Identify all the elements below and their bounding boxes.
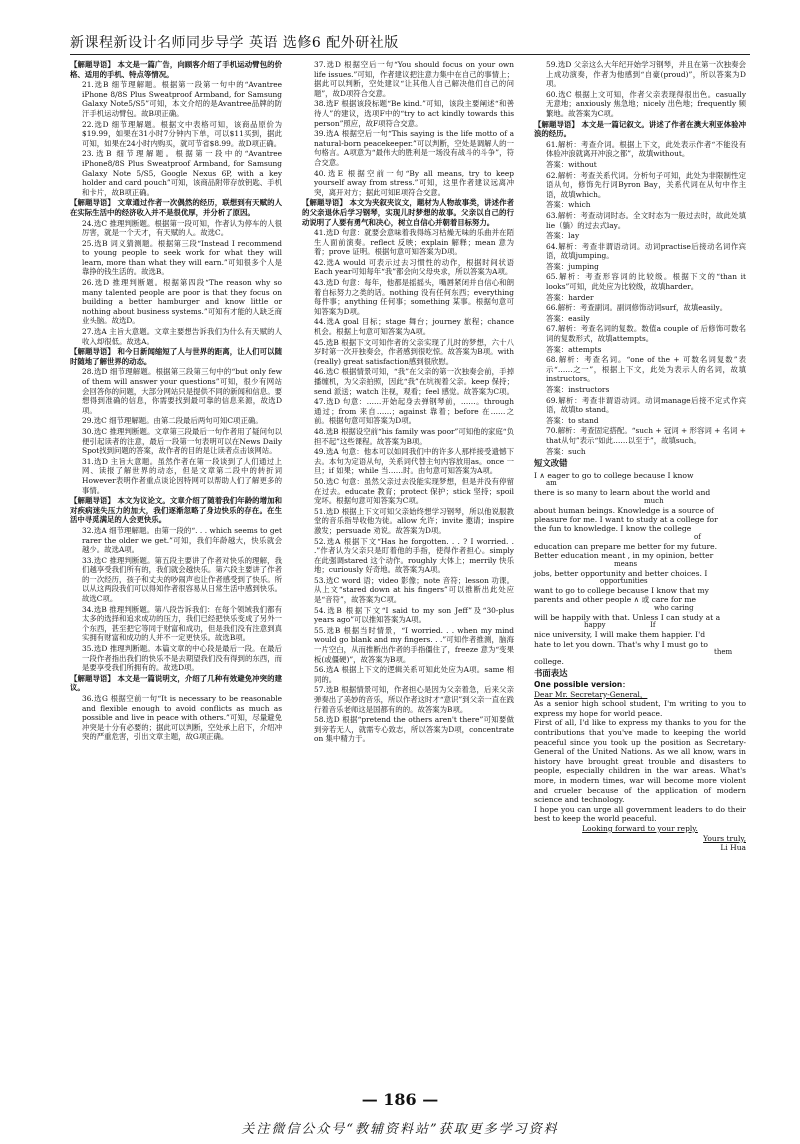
- answer-line: 答案：without: [546, 159, 597, 169]
- explanation-item: 65.解析：考查形容词的比较级。根据下文的“than it looks”可知，此处应为比较级，故填harder。: [546, 272, 746, 292]
- explanation-item: 37.选D 根据空后一句“You should focus on your own life issues.”可知，作者建议把注意力集中在自己的事情上；据此可以判断，空处建议“让其他人自己解决他们自己的问题”，故D项符合交意。: [314, 60, 514, 98]
- explanation-item: 38.选F 根据该段标题“Be kind.”可知，该段主要阐述“和善待人”的建议，选项F中的“try to act kindly towards this person”照应，故F项符合交意。: [314, 99, 514, 128]
- explanation-item: 52.选A 根据下文“Has he forgotten. . . ? I worried. . .”作者认为父亲只是盯着他的手指，使得作者担心。simply 在此强调stared 这个动作。roughly 大体上；merrily 快乐地；curiously 好奇地。故答案为A项。: [314, 536, 514, 575]
- explanation-item: 67.解析：考查名词的复数。数值a couple of 后修饰可数名词的复数形式，故填attempts。: [546, 324, 746, 344]
- section-lead: 【解题导语】 文章通过作者一次偶然的经历，联想到有天赋的人在实际生活中的经济收入并不是很优厚，并分析了原因。: [70, 198, 282, 217]
- correction-fix: much: [644, 496, 664, 505]
- explanation-item: 40.选E 根据空前一句“By all means, try to keep yourself away from stress.”可知，这里作者建议远离冲突，离开对方；据此可知E项符合交意。: [314, 168, 514, 197]
- section-lead: 【解题导语】 本文为议论文。文章介绍了随着我们年龄的增加和对疾病迷失压力的加大，我们逐渐忽略了身边快乐的存在。在生活中寻觅满足的人会更快乐。: [70, 496, 282, 525]
- explanation-item: 42.选A would 可表示过去习惯性的动作，根据时间状语Each year可知每年“我”都会向父母央求，所以答案为A项。: [314, 257, 514, 277]
- explanation-item: 57.选B 根据情景可知，作者担心是因为父亲着急，后来父亲弹奏出了美妙的音乐，所以作者这时才“意识”到父亲一直在践行着音乐老师这是国都有的的。故答案为B项。: [314, 685, 514, 714]
- writing-paragraph: First of all, I'd like to express my thanks to you for the contributions that you've made to keeping the world peaceful since you took up the position as Secretary-General of the United Nations. As we all know, wars in history have brought great trouble and disasters to people, especially children in the war areas. What's more, in modern times, war will become more violent and crueler because of the application of modern science and technology.: [534, 718, 746, 805]
- correction-text: [534, 471, 746, 667]
- correction-line: I ∧ eager to go to college because I know: [534, 470, 694, 480]
- explanation-item: 66.解析：考查副词。副词修饰动词surf，故填easily。: [546, 303, 728, 313]
- explanation-item: 45.选B 根据下文可知作者的父亲实现了儿时的梦想，六十八岁时第一次开独奏会，作者感到很吃惊。故答案为B项。with (really) great satisfaction感到很欣慰。: [314, 337, 514, 366]
- explanation-item: 39.选A 根据空后一句“This saying is the life motto of a natural-born peacekeeper.”可以判断，空处是调解人的一句格言。A项意为“最伟大的胜利是一场没有战斗的斗争”，符合交意。: [314, 129, 514, 167]
- explanation-item: 47.选D 句意：……开始起身去弹钢琴前，……。through 通过；from 来自……；against 靠着；before 在……之前。根据句意可知答案为D项。: [314, 397, 514, 426]
- explanation-item: 22.选D 细节理解题。根据文中表格可知，该商品原价为$19.99，如果在31小时7分钟内下单，可以$11买到，据此可知，如果在24小时内购买，就可节省$8.99。故D项正确。: [82, 119, 282, 148]
- correction-fix: am: [546, 479, 557, 488]
- answer-line: 答案：lay: [546, 231, 580, 241]
- writing-sample: [534, 680, 746, 853]
- writing-signature: Li Hua: [720, 843, 746, 853]
- correction-line: want to go to college because I know that my: [534, 586, 709, 595]
- correction-line: there is so many to learn about the world and: [534, 488, 711, 498]
- explanation-item: 68.解析：考查名词。“one of the + 可数名词复数”表示“……之一”，根据上下文，此处为表示人的名词，故填instructors。: [546, 355, 746, 384]
- correction-line: pleasure for me. I want to study at a college for: [534, 514, 718, 524]
- explanation-item: 48.选B 根据设空前“his family was poor”可知他的家庭“负担不起”这些课程。故答案为B项。: [314, 426, 514, 446]
- explanation-item: 54.选B 根据下文“I said to my son Jeff”及“30-plus years ago”可以推知答案为A项。: [314, 605, 514, 625]
- answer-line: 答案：jumping: [546, 261, 599, 271]
- correction-line: Better education meant , in my opinion, better: [534, 551, 714, 561]
- explanation-item: 43.选D 句意：每年，他都是摇摇头，嘴唇紧闭并自信心和朗着自标努力之类的话。nothing 没有任何东西；everything 每件事；anything 任何事；something 某事。根据句意可知答案为D项。: [314, 278, 514, 316]
- writing-title: 书面表达: [534, 668, 568, 679]
- answer-line: 答案：such: [546, 446, 586, 456]
- explanation-item: 33.选C 推理判断题。第五段主要讲了作者对快乐的理解，我们越享受我们所有的，我们就会越快乐。第六段主要讲了作者的一次经历，孩子和丈夫的吵闹声也让作者感受到了快乐。所以从这两段我们可以得知作者很容易从日常生活中感到快乐。故选C项。: [82, 555, 282, 604]
- answers-61-70: [534, 60, 746, 456]
- explanation-item: 23.选B 细节理解题。根据第一段中的“Avantree iPhone8/8S Plus Sweatproof Armband, for Samsung Galaxy Note 5/S5, Google Nexus 6P, with a key holder and card pouch”可知，该商品附带存放钥匙、手机和卡片，故B项正确。: [82, 149, 282, 197]
- explanation-item: 69.解析：考查非谓语动词。动词manage后接不定式作宾语，故填to stand。: [546, 395, 746, 415]
- correction-line: parents and other people ∧ 或 care for me: [534, 595, 697, 605]
- explanation-item: 46.选C 根据情景可知，“我”在父亲的第一次独奏会前，手掉播缠机，为父亲拍照，因此“我”在坑视着父亲。keep 保持；send 派送；watch 注视，观看；feel 感觉。故答案为C项。: [314, 367, 514, 396]
- explanation-item: 27.选A 主旨大意题。文章主要想告诉我们为什么有天赋的人收入却很低。故选A。: [82, 327, 282, 346]
- explanation-item: 28.选D 细节理解题。根据第三段第三句中的“but only few of them will answer your questions”可知，很少有网站会回答你的问题，大部分网站只是提供不同的新闻和信息。要想得到准确的信息，你需要找到最可靠的信息来源，故选D项。: [82, 367, 282, 415]
- explanation-item: 55.选B 根据当时情景，“I worried. . . when my mind would go blank and my fingers. . .”可知作者推测，脑海一片空白，从而推断出作者的手指僵住了，freeze 意为“变果板(或僵硬)”，故答案为B项。: [314, 625, 514, 664]
- writing-paragraph: I hope you can urge all government leaders to do their best to keep the world peaceful.: [534, 804, 746, 824]
- footer-note: 关注微信公众号“教辅资料站”获取更多学习资料: [241, 1122, 559, 1137]
- explanation-item: 36.选G 根据空前一句“It is necessary to be reasonable and flexible enough to avoid conflicts as much as possible and live in peace with others.”可知，尽量避免冲突是十分有必要的；据此可以判断，空处承上启下，介绍冲突的严重危害，引出文章主题，故G项正确。: [82, 694, 282, 742]
- page-number: — 186 —: [361, 1090, 439, 1109]
- column-left: [70, 60, 282, 743]
- explanation-item: 34.选B 推理判断题。第八段告诉我们：在每个领域我们都有太多的选择和追求成功的压力，我们已经把快乐变成了另外一个东西，甚至把它等同于财富和成功，但是我们没有注意到真实拥有财富和成功的人并不一定更快乐。故选B项。: [82, 604, 282, 643]
- correction-line: hate to let you down. That's why I must go to: [534, 639, 708, 649]
- explanation-item: 56.选A 根据上下文的逻辑关系可知此处应为A项。same 相同的。: [314, 665, 514, 684]
- explanation-item: 35.选D 推理判断题。本篇文章的中心段是最后一段。在最后一段作者指出我们的快乐不是去期望我们没有得到的东西，而是要享受我们所拥有的。故选D项。: [82, 644, 282, 673]
- explanation-item: 25.选B 词义猜测题。根据第三段“Instead I recommend to young people to seek work for what they will learn, more than what they will earn.”可知很多个人是靠挣的钱生活的。故选B。: [82, 238, 282, 277]
- answer-line: 答案：attempts: [546, 344, 602, 354]
- section-lead: 【解题导语】 和今日新闻缩短了人与世界的距离，让人们可以随时随地了解世界的动态。: [70, 347, 282, 366]
- explanation-item: 51.选D 根据上下文可知父亲始终想学习钢琴，所以他说服教堂的音乐指导收他为徒。allow 允许；invite 邀请；inspire 激发；persuade 劝说。故答案为D项。: [314, 506, 514, 535]
- section-lead: 【解题导语】 本文为夹叙夹议文，题材为人物故事类，讲述作者的父亲退休后学习钢琴，实现儿时梦想的故事。父亲以自己的行动说明了人要有勇气和决心，树立自信心并朝着目标努力。: [302, 198, 514, 227]
- answer-line: 答案：to stand: [546, 415, 599, 425]
- correction-fix: of: [694, 532, 701, 541]
- writing-paragraph: Looking forward to your reply.: [582, 823, 698, 833]
- writing-salutation: Dear Mr. Secretary-General，: [534, 689, 648, 699]
- answer-page: [70, 60, 750, 1100]
- section-lead: 【解题导语】 本文是一篇记叙文。讲述了作者在澳大利亚体验冲浪的经历。: [534, 119, 746, 139]
- explanation-item: 31.选D 主旨大意题。虽然作者在第一段谈到了人们通过上网、读报了解世界的动态，但是文章第二段中的转折词However表明作者重点谈论因特网可以帮助人们了解更多的事情。: [82, 456, 282, 495]
- explanation-item: 41.选D 句意：就要会意味着我得练习枯燥无味的乐曲并在陌生人面前演奏。reflect 反映；explain 解释；mean 意为着；prove 证明。根据句意可知答案为D项。: [314, 228, 514, 257]
- column-middle: [302, 60, 514, 745]
- correction-fix: them: [714, 648, 733, 657]
- correction-fix: who caring: [654, 603, 694, 612]
- column-right: [534, 60, 746, 853]
- explanation-item: 26.选D 推理判断题。根据第四段“The reason why so many talented people are poor is that they focus on building a better hamburger and know little or nothing about business systems.”可知有才能的人缺乏商业头脑。故选D。: [82, 278, 282, 326]
- correction-line: college.: [534, 657, 564, 667]
- writing-closing: Yours truly,: [703, 833, 746, 843]
- explanation-item: 61.解析：考查介词。根据上下文，此处表示作者“不能没有体验冲浪就离开冲浪之都”，故填without。: [546, 139, 746, 159]
- correction-fix: means: [614, 559, 638, 568]
- explanation-item: 62.解析：考查关系代词。分析句子可知，此处为非限制性定语从句，修饰先行词Byron Bay，关系代词在从句中作主语，故填which。: [546, 170, 746, 199]
- correction-line: jobs, better opportunity and better choices. I: [534, 568, 708, 578]
- explanation-item: 44.选A goal 目标；stage 舞台；journey 旅程；chance 机会。根据上句意可知答案为A项。: [314, 317, 514, 337]
- section-lead: 【解题导语】 本文是一篇广告，向顾客介绍了手机运动臂包的价格、适用的手机、特点等情况。: [70, 60, 282, 79]
- writing-version: One possible version：: [534, 680, 630, 690]
- answer-line: 答案：easily: [546, 313, 590, 323]
- correction-line: about human beings. Knowledge is a source of: [534, 505, 714, 515]
- explanation-item: 50.选C 句意：虽然父亲过去没能实现梦想，但是并没有停留在过去。educate 教育；protect 保护；stick 坚持；spoil 宠坏。根据句意可知答案为C项。: [314, 476, 514, 506]
- explanation-item: 32.选A 细节理解题。由第一段的“. . . which seems to get rarer the older we get.”可知，我们年龄越大，快乐就会越少。故选A项。: [82, 525, 282, 555]
- correction-line: the fun to knowledge. I know the college: [534, 524, 692, 534]
- correction-fix: happy If: [584, 621, 656, 630]
- explanation-item: 63.解析：考查动词时态。全文时态为一般过去时，故此处填lie（躺）的过去式lay。: [546, 210, 746, 230]
- section-lead: 【解题导语】 本文是一篇说明文，介绍了几种有效避免冲突的建议。: [70, 673, 282, 693]
- correction-line: education can prepare me better for my future.: [534, 541, 717, 551]
- explanation-item: 49.选A 句意：他本可以如同我们中的许多人那样接受遗憾下去。本句为定语从句，关系词代替主句内容放用as。once 一旦；if 如果；while 当……时。由句意可知答案为A项。: [314, 447, 514, 476]
- writing-paragraph: As a senior high school student, I'm writing to you to express my hope for world peace.: [534, 699, 746, 718]
- explanation-item: 60.选C 根据上文可知，作者父亲表现得很出色。casually 无意地；anxiously 焦急地；nicely 出色地；frequently 频繁地。故答案为C项。: [546, 89, 746, 118]
- correction-line: will be happily with that. Unless I can study at a: [534, 612, 721, 622]
- explanation-item: 64.解析：考查非谓语动词。动词practise后接动名词作宾语，故填jumping。: [546, 241, 746, 261]
- answer-line: 答案：instructors: [546, 385, 610, 394]
- explanation-item: 21.选B 细节理解题。根据第一段第一句中的“Avantree iPhone 8/8S Plus Sweatproof Armband, for Samsung Galaxy Note5/S5”可知，本文介绍的是Avantree品牌的防汗手机运动臂包。故B项正确。: [82, 80, 282, 118]
- correction-title: 短文改错: [534, 458, 568, 469]
- correction-fix: opportunities: [600, 577, 648, 585]
- explanation-item: 24.选C 推理判断题。根据第一段可知，作者认为停车的人很厉害，就是一个天才，有天赋的人。故选C。: [82, 218, 282, 238]
- correction-line: nice university, I will make them happier. I'd: [534, 630, 706, 640]
- answer-line: 答案：harder: [546, 292, 594, 302]
- explanation-item: 59.选D 父亲这么大年纪开始学习钢琴，并且在第一次独奏会上成功演奏，作者为他感到“自豪(proud)”，所以答案为D项。: [546, 60, 746, 89]
- explanation-item: 58.选D 根据“pretend the others aren't there”可知要做到旁若无人，就需专心致志，所以答案为D项，concentrate on 集中精力于。: [314, 715, 514, 744]
- explanation-item: 70.解析：考查固定搭配。“such + 冠词 + 形容词 + 名词 + that从句”表示“如此……以至于”，故填such。: [546, 426, 746, 445]
- explanation-item: 53.选C word 语；video 影像；note 音符；lesson 功课。从上文“stared down at his fingers”可以推断出此处应是“音符”，故答案为C项。: [314, 575, 514, 605]
- page-header: [70, 30, 750, 55]
- explanation-item: 30.选C 推理判断题。文章第三段最后一句作者用了疑问句以便引起读者的注意，最后一段第一句表明可以在News Daily Spot找到问题的答案，故作者的目的是让读者点击该网站。: [82, 426, 282, 456]
- answer-line: 答案：which: [546, 200, 591, 210]
- explanation-item: 29.选C 细节理解题。由第二段最后两句可知C项正确。: [82, 416, 263, 426]
- header-title: 新课程新设计名师同步导学 英语 选修6 配外研社版: [70, 35, 399, 51]
